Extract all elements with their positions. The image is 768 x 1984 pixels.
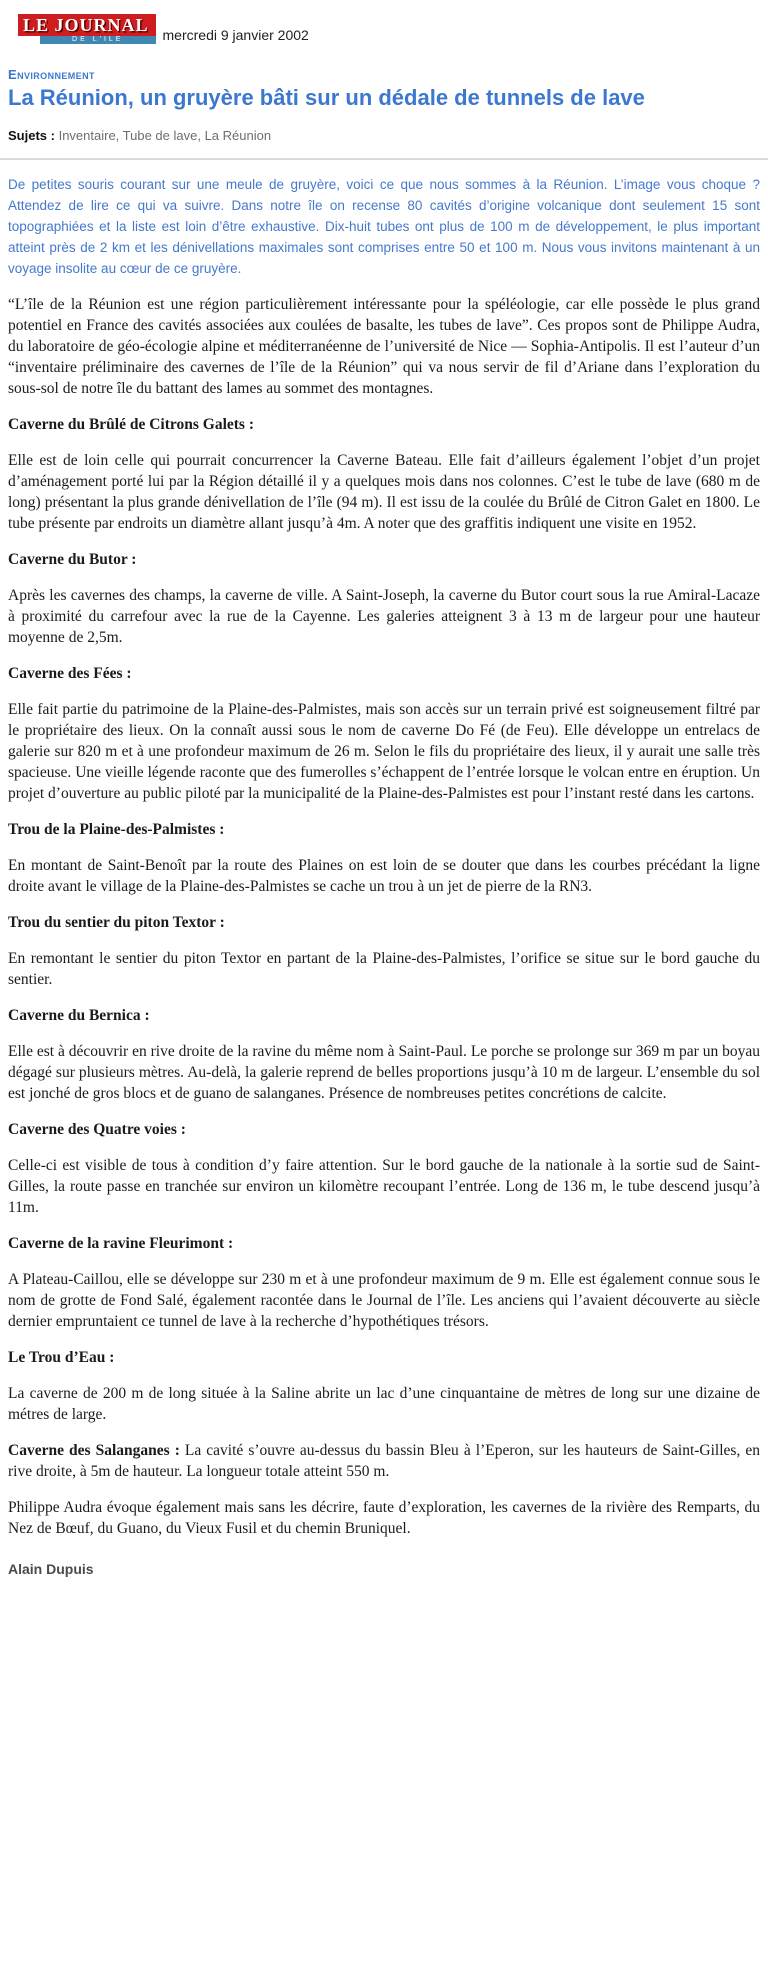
journal-logo[interactable]	[18, 14, 156, 44]
cave-section	[8, 912, 760, 990]
cave-section-heading: Trou du sentier du piton Textor :	[8, 914, 225, 931]
cave-section-body: La cavité s’ouvre au-dessus du bassin Bleu à l’Eperon, sur les hauteurs de Saint-Gilles, en rive droite, à 5m de hauteur. La longueur totale atteint 550 m.	[8, 1442, 760, 1480]
journal-logo-title: LE JOURNAL	[18, 14, 156, 36]
cave-section-body: Après les cavernes des champs, la caverne de ville. A Saint-Joseph, la caverne du Butor court sous la rue Amiral-Lacaze à proximité du carrefour avec la rue de la Cayenne. Les galeries atteignent 3 à 13 m de largeur pour une hauteur moyenne de 2,5m.	[8, 587, 760, 646]
cave-section-body: A Plateau-Caillou, elle se développe sur 230 m et à une profondeur maximum de 9 m. Elle est également connue sous le nom de grotte de Fond Salé, également racontée dans le Journal de l’île. Les anciens qui l’avaient découverte au siècle dernier empruntaient ce tunnel de lave à la recherche d’hypothétiques trésors.	[8, 1271, 760, 1330]
issue-date: mercredi 9 janvier 2002	[162, 27, 309, 43]
cave-section-heading: Le Trou d’Eau :	[8, 1349, 115, 1366]
journal-logo-subtitle: DE L'ILE	[40, 36, 156, 44]
cave-section-body: Elle est à découvrir en rive droite de la ravine du même nom à Saint-Paul. Le porche se prolonge sur 369 m par un boyau dégagé sur plusieurs mètres. Au-delà, la galerie reprend de belles proportions jusqu’à 10 m de largeur. L’ensemble du sol est jonché de gros blocs et de guano de salanganes. Présence de nombreuses petites concrétions de calcite.	[8, 1043, 760, 1102]
cave-section-body: Elle est de loin celle qui pourrait concurrencer la Caverne Bateau. Elle fait d’ailleurs également l’objet d’un projet d’aménagement porté lui par la Région détaillé il y a quelques mois dans nos colonnes. C’est le tube de lave (680 m de long) présentant la plus grande dénivellation de l’île (94 m). Il est issu de la coulée du Brûlé de Citron Galet en 1800. Le tube présente par endroits un diamètre allant jusqu’à 4m. A noter que des graffitis indiquent une visite en 1952.	[8, 452, 760, 532]
cave-section-heading: Caverne des Quatre voies :	[8, 1121, 186, 1138]
cave-section	[8, 663, 760, 804]
masthead	[18, 14, 760, 44]
cave-section-heading: Caverne du Butor :	[8, 551, 137, 568]
cave-section	[8, 1119, 760, 1218]
cave-section-heading: Caverne des Fées :	[8, 665, 132, 682]
subjects-label: Sujets :	[8, 128, 55, 143]
closing-paragraph: Philippe Audra évoque également mais sans les décrire, faute d’exploration, les cavernes de la rivière des Remparts, du Nez de Bœuf, du Guano, du Vieux Fusil et du chemin Bruniquel.	[8, 1499, 760, 1537]
cave-section-body: En remontant le sentier du piton Textor en partant de la Plaine-des-Palmistes, l’orifice se situe sur le bord gauche du sentier.	[8, 950, 760, 988]
cave-section-heading: Caverne des Salanganes :	[8, 1442, 180, 1459]
cave-section	[8, 1440, 760, 1482]
cave-sections	[8, 414, 760, 1482]
cave-section	[8, 1347, 760, 1425]
cave-section-body: La caverne de 200 m de long située à la Saline abrite un lac d’une cinquantaine de mètres de long sur une dizaine de métres de large.	[8, 1385, 760, 1423]
cave-section-heading: Caverne de la ravine Fleurimont :	[8, 1235, 234, 1252]
section-label-environnement[interactable]: Environnement	[8, 67, 95, 82]
cave-section-heading: Caverne du Bernica :	[8, 1007, 150, 1024]
lede-paragraph: De petites souris courant sur une meule de gruyère, voici ce que nous sommes à la Réunion. L’image vous choque ? Attendez de lire ce qui va suivre. Dans notre île on recense 80 cavités d’origine volcanique dont seulement 15 sont topographiées et la liste est loin d’être exhaustive. Dix-huit tubes ont plus de 100 m de développement, le plus important atteint près de 2 km et les dénivellations maximales sont comprises entre 50 et 100 m. Nous vous invitons maintenant à un voyage insolite au cœur de ce gruyère.	[8, 177, 760, 276]
cave-section-body: Celle-ci est visible de tous à condition d’y faire attention. Sur le bord gauche de la nationale à la sortie sud de Saint-Gilles, la route passe en tranchée sur environ un kilomètre recoupant l’entrée. Long de 136 m, le tube descend jusqu’à 11m.	[8, 1157, 760, 1216]
cave-section-body: Elle fait partie du patrimoine de la Plaine-des-Palmistes, mais son accès sur un terrain privé est soigneusement filtré par le propriétaire des lieux. On la connaît aussi sous le nom de caverne Do Fé (de Feu). Elle développe un entrelacs de galerie sur 820 m et à une profondeur maximum de 26 m. Selon le fils du propriétaire des lieux, il y aurait une salle très spacieuse. Une vieille légende raconte que des fumerolles s’échappent de l’entrée lorsque le volcan entre en éruption. Un projet d’ouverture au public piloté par la municipalité de la Plaine-des-Palmistes est pour l’instant resté dans les cartons.	[8, 701, 760, 802]
cave-section	[8, 1233, 760, 1332]
intro-paragraph: “L’île de la Réunion est une région particulièrement intéressante pour la spéléologie, car elle possède le plus grand potentiel en France des cavités associées aux coulées de basalte, les tubes de lave”. Ces propos sont de Philippe Audra, du laboratoire de géo-écologie alpine et méditerranéenne de l’université de Nice — Sophia-Antipolis. Il est l’auteur d’un “inventaire préliminaire des cavernes de l’île de la Réunion” qui va nous servir de fil d’Ariane dans l’exploration du sous-sol de notre île du battant des lames au sommet des montagnes.	[8, 296, 760, 397]
cave-section-body: En montant de Saint-Benoît par la route des Plaines on est loin de se douter que dans les courbes précédant la ligne droite avant le village de la Plaine-des-Palmistes se cache un trou à un jet de pierre de la RN3.	[8, 857, 760, 895]
author-byline: Alain Dupuis	[8, 1561, 94, 1577]
cave-section-heading: Caverne du Brûlé de Citrons Galets :	[8, 416, 254, 433]
cave-section	[8, 549, 760, 648]
subject-tags[interactable]: Inventaire, Tube de lave, La Réunion	[58, 128, 272, 143]
cave-section	[8, 819, 760, 897]
subjects-row	[8, 128, 760, 143]
cave-section-heading: Trou de la Plaine-des-Palmistes :	[8, 821, 225, 838]
header-divider	[0, 158, 768, 160]
article-title: La Réunion, un gruyère bâti sur un dédale de tunnels de lave	[8, 85, 645, 110]
cave-section	[8, 414, 760, 534]
cave-section	[8, 1005, 760, 1104]
